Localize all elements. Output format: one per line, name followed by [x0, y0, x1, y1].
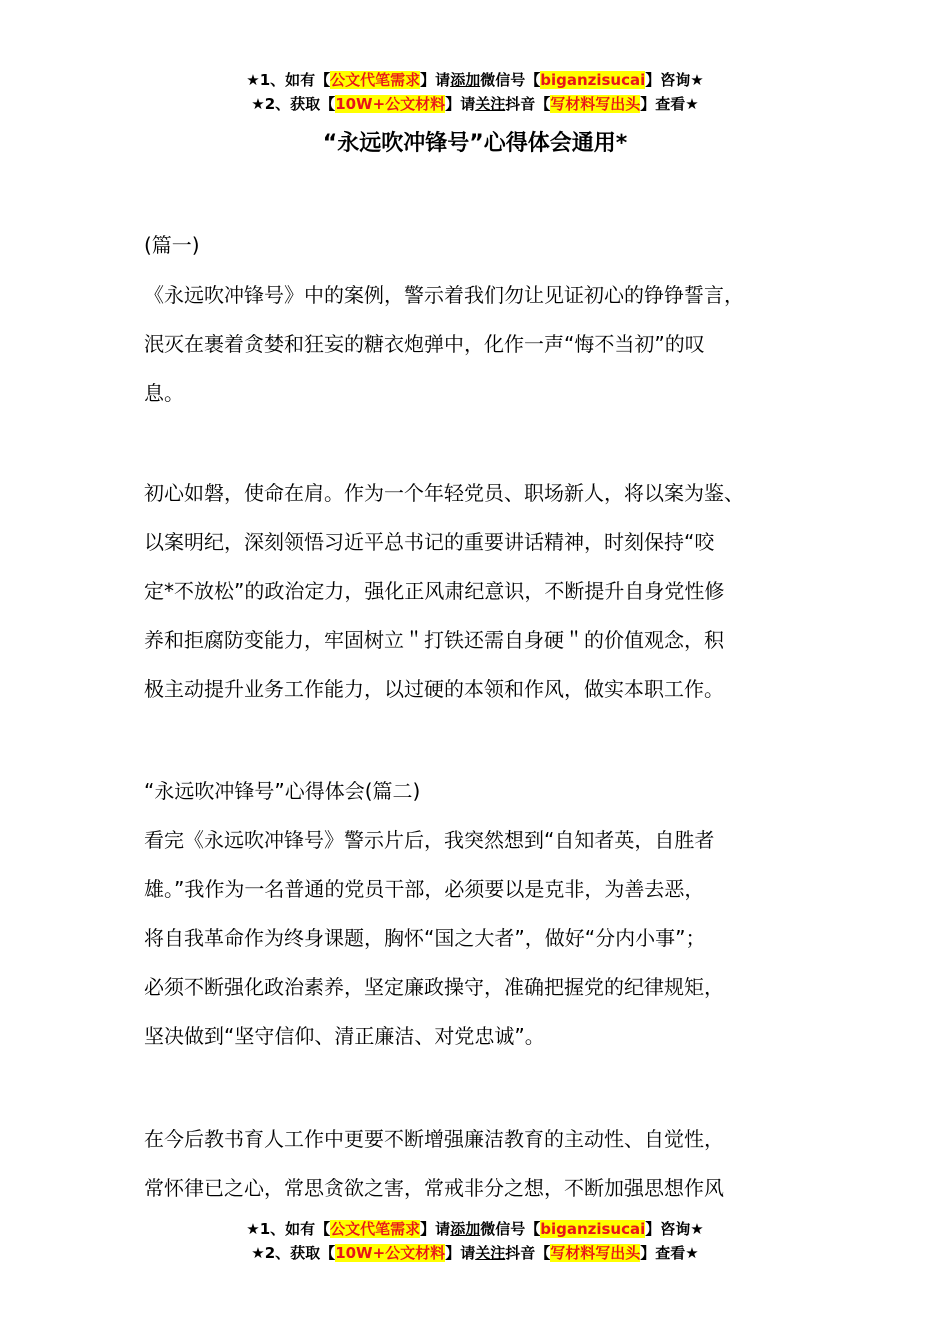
banner-line-2: ★2、获取【10W+公文材料】请关注抖音【写材料写出头】查看★ [251, 1244, 699, 1262]
footer-banner [0, 1217, 950, 1265]
highlight-materials: 10W+公文材料 [335, 95, 446, 113]
highlight-wechat-id: biganzisucai [540, 71, 646, 89]
header-banner [0, 68, 950, 116]
banner-line-1: ★1、如有【公文代笔需求】请添加微信号【biganzisucai】咨询★ [246, 71, 704, 89]
banner-line-2: ★2、获取【10W+公文材料】请关注抖音【写材料写出头】查看★ [251, 95, 699, 113]
highlight-wechat-id: biganzisucai [540, 1220, 646, 1238]
paragraph-5: 在今后教书育人工作中更要不断增强廉洁教育的主动性、自觉性， 常怀律已之心，常思贪欲之害，常戒非分之想，不断加强思想作风 [144, 1127, 724, 1200]
paragraph-1: (篇一) [144, 233, 200, 257]
highlight-materials: 10W+公文材料 [335, 1244, 446, 1262]
highlight-douyin-id: 写材料写出头 [550, 95, 641, 113]
banner-line-1: ★1、如有【公文代笔需求】请添加微信号【biganzisucai】咨询★ [246, 1220, 704, 1238]
document-title: “永远吹冲锋号”心得体会通用* [322, 131, 628, 156]
highlight-douyin-id: 写材料写出头 [550, 1244, 641, 1262]
paragraph-4: “永远吹冲锋号”心得体会(篇二) 看完《永远吹冲锋号》警示片后，我突然想到“自知者英，自胜者 雄。”我作为一名普通的党员干部，必须要以是克非，为善去恶， 将自我革命作为终身课题，胸怀“国之大者”，做好“分内小事”； 必须不断强化政治素养，坚定廉政操守，准确把握党的纪律规矩， 坚决做到“坚守信仰、清正廉洁、对党忠诚”。 [144, 767, 834, 1061]
paragraph-2: 《永远吹冲锋号》中的案例，警示着我们勿让见证初心的铮铮誓言， 泯灭在裹着贪婪和狂妄的糖衣炮弹中，化作一声“悔不当初”的叹 息。 [144, 283, 744, 405]
paragraph-3: 初心如磐，使命在肩。作为一个年轻党员、职场新人，将以案为鉴、 以案明纪，深刻领悟习近平总书记的重要讲话精神，时刻保持“咬 定*不放松”的政治定力，强化正风肃纪意识，不断提升自身党性修 养和拒腐防变能力，牢固树立＂打铁还需自身硬＂的价值观念，积 极主动提升业务工作能力，以过硬的本领和作风，做实本职工作。 [144, 481, 744, 701]
highlight-service: 公文代笔需求 [330, 71, 421, 89]
highlight-service: 公文代笔需求 [330, 1220, 421, 1238]
section-heading: “永远吹冲锋号”心得体会(篇二) [144, 779, 421, 803]
